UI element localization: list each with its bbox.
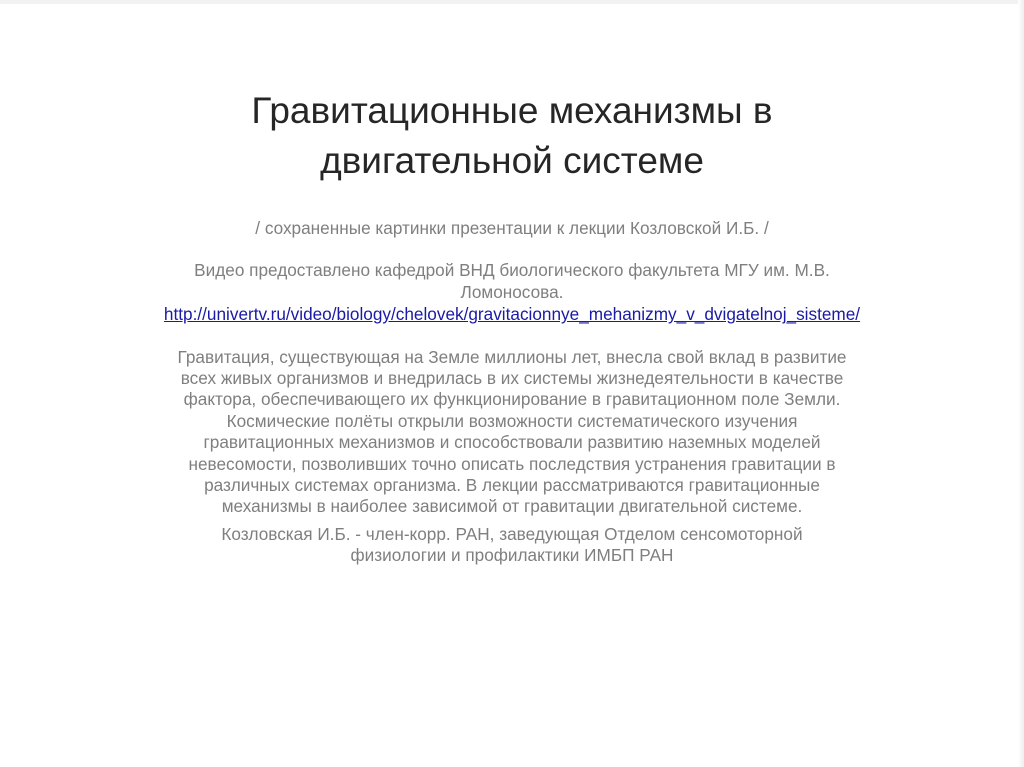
slide-body [150, 218, 874, 567]
video-credit: Видео предоставлено кафедрой ВНД биологического факультета МГУ им. М.В. Ломоносова. [194, 260, 830, 302]
slide-subtitle: / сохраненные картинки презентации к лекции Козловской И.Б. / [255, 218, 769, 238]
slide-right-edge [1018, 0, 1024, 767]
slide-title: Гравитационные механизмы в двигательной системе [251, 90, 773, 181]
slide-top-edge [0, 0, 1024, 4]
video-url-link[interactable]: http://univertv.ru/video/biology/chelovek/gravitacionnye_mehanizmy_v_dvigatelnoj_sisteme/ [163, 304, 861, 325]
author-info: Козловская И.Б. - член-корр. РАН, заведующая Отделом сенсомоторной физиологии и профилактики ИМБП РАН [221, 523, 803, 566]
lecture-abstract: Гравитация, существующая на Земле миллионы лет, внесла свой вклад в развитие всех живых организмов и внедрилась в их системы жизнедеятельности в качестве фактора, обеспечивающего их функционирование в гравитационном поле Земли. Космические полёты открыли возможности систематического изучения гравитационных механизмов и способствовали развитию наземных моделей невесомости, позволивших точно описать последствия устранения гравитации в различных системах организма. В лекции рассматриваются гравитационные механизмы в наиболее зависимой от гравитации двигательной системе. [177, 346, 847, 517]
